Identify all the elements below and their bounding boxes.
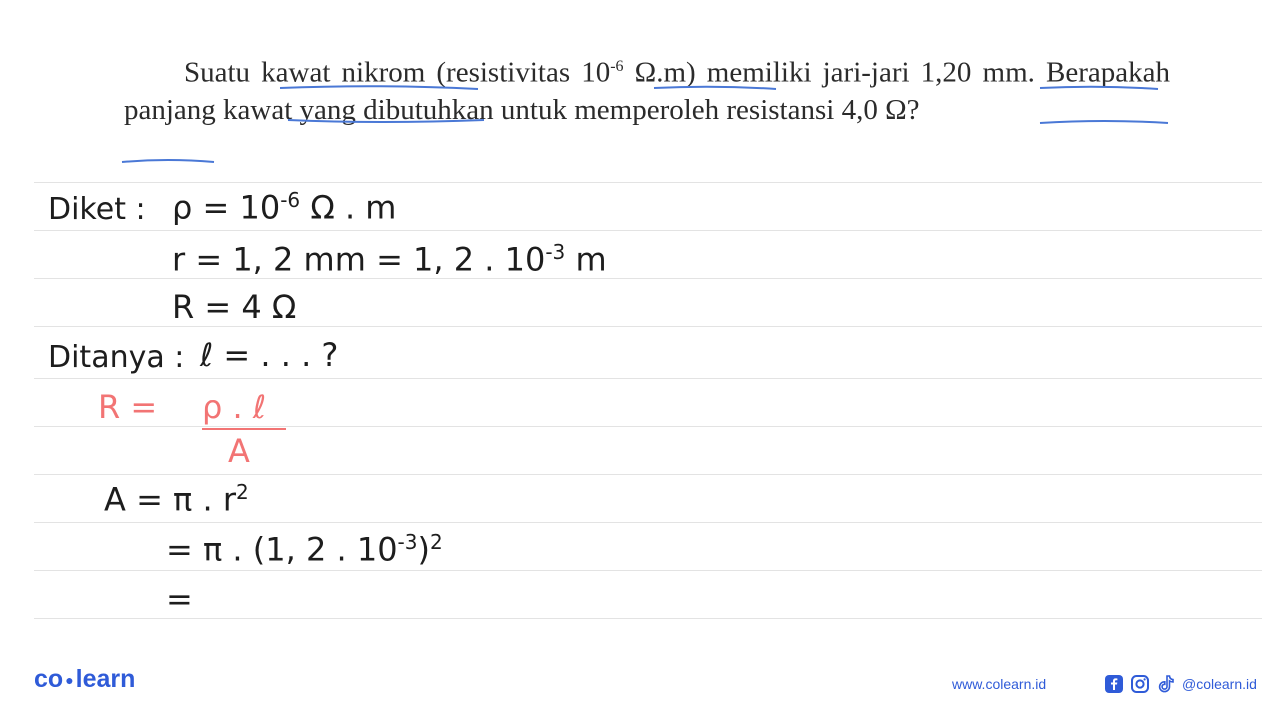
ditanya-value: ℓ = . . . ? <box>200 336 339 374</box>
social-handle: @colearn.id <box>1182 676 1257 692</box>
ruled-line <box>34 230 1262 231</box>
fraction-bar <box>202 428 286 430</box>
ruled-line <box>34 378 1262 379</box>
formula-denominator: A <box>228 432 250 470</box>
rho-line: $\rho = 10^{-6}$ Ω . m <box>172 188 397 227</box>
formula-fraction <box>198 388 288 470</box>
diket-label: Diket : <box>48 192 146 227</box>
area-line-3: = <box>166 580 193 618</box>
exponent-power: -6 <box>610 58 624 75</box>
formula-numerator: ρ . ℓ <box>202 388 267 426</box>
ditanya-label: Ditanya : <box>48 340 185 375</box>
ruled-line <box>34 570 1262 571</box>
formula-lhs: R = <box>98 388 158 426</box>
problem-text-part1: Suatu kawat nikrom (resistivitas <box>184 56 582 89</box>
ruled-line <box>34 474 1262 475</box>
resistance-line: R = 4 Ω <box>172 288 297 326</box>
radius-line: r = 1, 2 mm = 1, 2 . $10^{-3}$ m <box>172 240 607 279</box>
exponent-base: 10 <box>581 56 611 89</box>
colearn-logo: co ●learn <box>34 665 136 693</box>
area-line-2: = π . (1, 2 . $10^{-3})^2$ <box>166 530 443 569</box>
instagram-icon[interactable] <box>1130 674 1150 694</box>
tiktok-icon[interactable] <box>1156 674 1176 694</box>
ruled-line <box>34 522 1262 523</box>
ruled-line <box>34 182 1262 183</box>
problem-text-part2: Ω.m) memiliki jari-jari 1,20 mm. Berapakah panjang kawat yang dibutuhkan untuk memperoleh resistansi 4,0 Ω? <box>124 56 1170 126</box>
ruled-line <box>34 618 1262 619</box>
website-link[interactable]: www.colearn.id <box>952 676 1047 692</box>
area-line: A = π . $r^2$ <box>104 480 249 519</box>
ruled-line <box>34 326 1262 327</box>
facebook-icon[interactable] <box>1104 674 1124 694</box>
